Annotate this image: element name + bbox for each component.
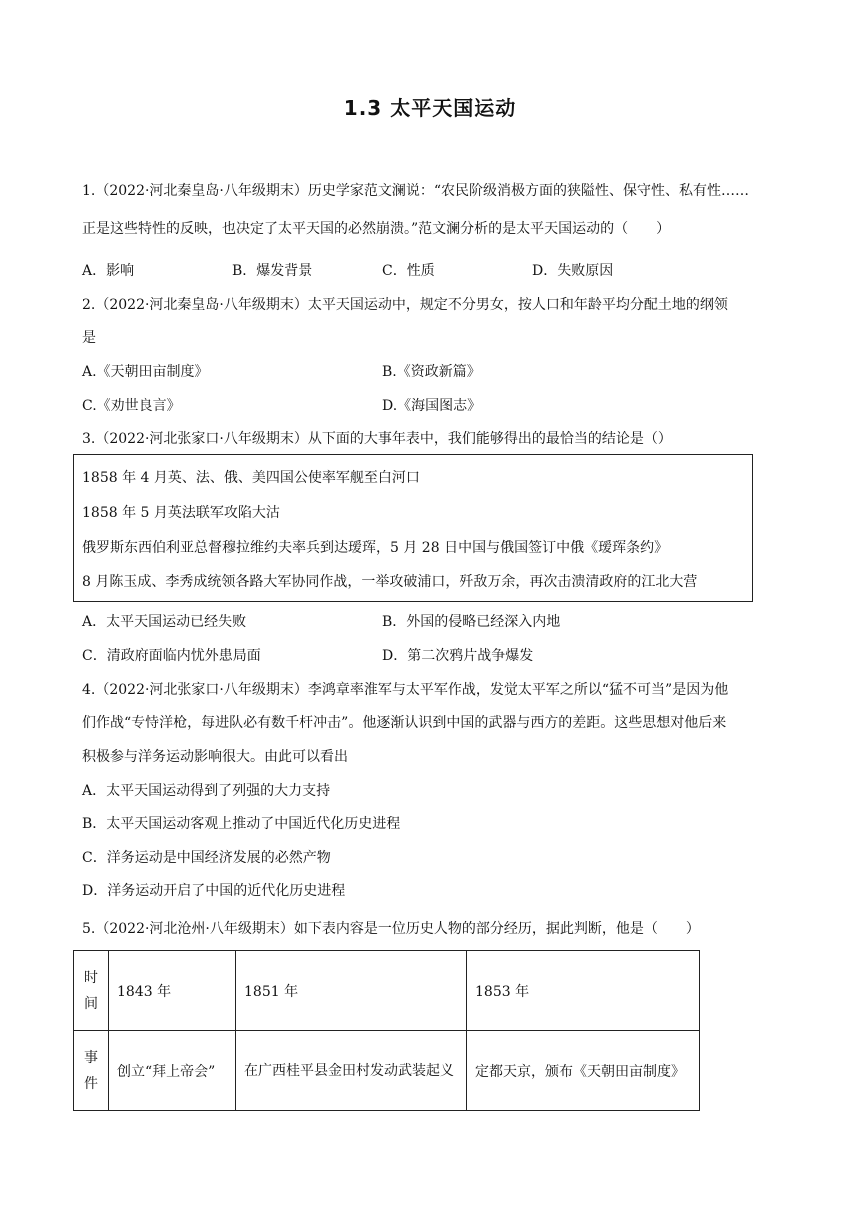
event-header-cell: 事件 [74, 1031, 109, 1111]
q3-option-b[interactable]: B．外国的侵略已经深入内地 [382, 614, 561, 630]
q1-stem-line-2: 正是这些特性的反映，也决定了太平天国的必然崩溃。”范文澜分析的是太平天国运动的（ ） [82, 221, 671, 237]
year-cell-1: 1843 年 [109, 951, 236, 1031]
table-row-time [74, 951, 700, 1031]
year-cell-3: 1853 年 [467, 951, 700, 1031]
q2-stem-line-1: 2.（2022·河北秦皇岛·八年级期末）太平天国运动中，规定不分男女，按人口和年龄平均分配土地的纲领 [82, 297, 728, 313]
q1-option-b[interactable]: B．爆发背景 [232, 263, 313, 279]
q5-stem-line-1: 5.（2022·河北沧州·八年级期末）如下表内容是一位历史人物的部分经历，据此判断，他是（ ） [82, 921, 700, 937]
event-cell-2: 在广西桂平县金田村发动武装起义 [236, 1031, 467, 1111]
q3-option-c[interactable]: C．清政府面临内忧外患局面 [82, 648, 261, 664]
q2-option-c[interactable]: C.《劝世良言》 [82, 398, 181, 414]
q4-stem-line-3: 积极参与洋务运动影响很大。由此可以看出 [82, 749, 348, 765]
biography-table [73, 950, 700, 1111]
q3-option-d[interactable]: D．第二次鸦片战争爆发 [382, 648, 534, 664]
chronology-row-3: 俄罗斯东西伯利亚总督穆拉维约夫率兵到达瑷珲，5 月 28 日中国与俄国签订中俄《瑷珲条约》 [82, 540, 669, 556]
chronology-box [73, 454, 753, 602]
q1-option-c[interactable]: C．性质 [382, 263, 435, 279]
q4-option-a[interactable]: A．太平天国运动得到了列强的大力支持 [82, 783, 331, 799]
q4-stem-line-1: 4.（2022·河北张家口·八年级期末）李鸿章率淮军与太平军作战，发觉太平军之所以“猛不可当”是因为他 [82, 682, 729, 698]
q4-option-c[interactable]: C．洋务运动是中国经济发展的必然产物 [82, 850, 331, 866]
q1-option-a[interactable]: A．影响 [82, 263, 135, 279]
q4-stem-line-2: 们作战“专恃洋枪，每进队必有数千杆冲击”。他逐渐认识到中国的武器与西方的差距。这些思想对他后来 [82, 715, 727, 731]
q2-option-a[interactable]: A.《天朝田亩制度》 [82, 364, 209, 380]
time-header-cell: 时间 [74, 951, 109, 1031]
q3-stem-line-1: 3.（2022·河北张家口·八年级期末）从下面的大事年表中，我们能够得出的最恰当的结论是（） [82, 431, 672, 447]
chronology-row-1: 1858 年 4 月英、法、俄、美四国公使率军舰至白河口 [82, 470, 420, 486]
event-cell-1: 创立“拜上帝会” [109, 1031, 236, 1111]
q2-option-b[interactable]: B.《资政新篇》 [382, 364, 481, 380]
q2-stem-line-2: 是 [82, 330, 96, 346]
q3-option-a[interactable]: A．太平天国运动已经失败 [82, 614, 247, 630]
page-title: 1.3 太平天国运动 [343, 96, 517, 120]
event-cell-3: 定都天京，颁布《天朝田亩制度》 [467, 1031, 700, 1111]
year-cell-2: 1851 年 [236, 951, 467, 1031]
chronology-row-2: 1858 年 5 月英法联军攻陷大沽 [82, 505, 280, 521]
q1-option-d[interactable]: D．失败原因 [532, 263, 614, 279]
q2-option-d[interactable]: D.《海国图志》 [382, 398, 482, 414]
q1-stem-line-1: 1.（2022·河北秦皇岛·八年级期末）历史学家范文澜说：“农民阶级消极方面的狭隘性、保守性、私有性…… [82, 183, 750, 199]
table-row-event [74, 1031, 700, 1111]
q4-option-d[interactable]: D．洋务运动开启了中国的近代化历史进程 [82, 883, 346, 899]
chronology-row-4: 8 月陈玉成、李秀成统领各路大军协同作战，一举攻破浦口，歼敌万余，再次击溃清政府的江北大营 [82, 574, 698, 590]
q4-option-b[interactable]: B．太平天国运动客观上推动了中国近代化历史进程 [82, 816, 401, 832]
